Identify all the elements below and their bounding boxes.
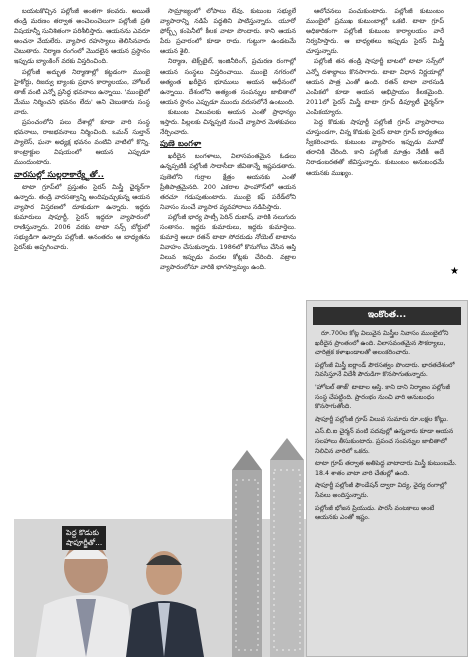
paragraph: ఆలోచనలు పంచుకుంటారు. పల్లోంజీ కుటుంబం ముంబైలో ప్రముఖ కుటుంబాల్లో ఒకటి. టాటా గ్రూప్ అధికారికంగా పల్లోంజీ కుటుంబ కార్యాలయం వారే నిర్వహిస్తారు. ఆ బాధ్యతలు ఇప్పుడు సైరస్ మిస్త్రీ చూస్తున్నారు. <box>306 7 444 56</box>
article-column-2 <box>160 6 296 456</box>
section-heading: వారసుల్లో సుల్లరాకార్య్టేతో.. <box>14 169 105 179</box>
section-heading: పుణె బంగళా <box>160 139 202 149</box>
paragraph: టాటా గ్రూప్‌లో ప్రస్తుతం సైరస్ మిస్త్రీ ఛైర్మన్‌గా ఉన్నారు. తండ్రి వారసత్వాన్ని అందిపుచ్చుకున్న ఆయన వ్యాపార విస్తరణలో దూకుడుగా ఉన్నారు. ఇద్దరు కుమారులు షాపూర్జీ, సైరస్ ఇద్దరూ వ్యాపారంలో రాణిస్తున్నారు. 2006 వరకు టాటా సన్స్ బోర్డులో సభ్యుడిగా ఉన్నారు పల్లోంజీ. అనంతరం ఆ బాధ్యతను సైరస్‌కు అప్పగించారు. <box>14 182 150 252</box>
photo-caption <box>62 526 106 550</box>
paragraph: సామ్రాజ్యంలో లోపాలు లేవు. కుటుంబ సభ్యులే వ్యాపారాన్ని నడిపే పద్ధతిని పాటిస్తున్నారు. యూరో ఫోర్బ్స్ కంపెనీలో కీలక వాటా పొందారు. కాని ఆయన పేరు ప్రచారంలో కూడా రాదు. గుట్టుగా ఉండటమే ఆయన శైలి. <box>160 7 296 56</box>
sidebar-item: పల్లోంజీ భోజన ప్రియుడు. పారసీ వంటకాలు అంటే ఆయనకు ఎంతో ఇష్టం. <box>315 504 435 522</box>
sidebar-item: షాపూర్జీ పల్లోంజీ గ్రూప్ విలువ సుమారు రూ.లక్షల కోట్లు. <box>315 415 449 423</box>
caption-line: పెద్ద కొడుకు <box>66 528 99 537</box>
paragraph: పెద్ద కొడుకు షాపూర్జీ పల్లోంజీ గ్రూప్ వ్యాపారాలు చూస్తుండగా, చిన్న కొడుకు సైరస్ టాటా గ్రూప్ బాధ్యతలు స్వీకరించారు. కుటుంబ వ్యాపారం ఇప్పుడు మూడో తరానికి చేరింది. కాని పల్లోంజీ మాత్రం నేటికీ అదే నిరాడంబరతతో జీవిస్తున్నారు. కుటుంబం అనుబంధమే ఆయనకు ముఖ్యం. <box>306 118 444 177</box>
paragraph: పల్లోంజీ తన తండ్రి షాపూర్జీ బాటలో టాటా సన్స్‌లో ఎన్నో దశాబ్దాలు కొనసాగారు. టాటా విధాన నిర్ణయాల్లో ఆయన పాత్ర ఎంతో ఉంది. రతన్ టాటా వారసుడి ఎంపికలో కూడా ఆయన అభిప్రాయం కీలకమైంది. 2011లో సైరస్ మిస్త్రీ టాటా గ్రూప్ డిప్యూటీ ఛైర్మన్‌గా ఎంపికయ్యారు. <box>306 57 444 116</box>
sidebar-item: 'హోటల్ తాజ్' టాటాల ఆస్తి. కాని దాని నిర్మాణం పల్లోంజీ సంస్థ చేపట్టింది. ప్రారంభం నుంచి వారి అనుబంధం కొనసాగుతోంది. <box>315 383 450 411</box>
info-sidebar-box <box>306 300 468 657</box>
paragraph: పల్లోంజీ భార్య పాట్సీ పెరిన్ దుబాష్. వారికి నలుగురు సంతానం. ఇద్దరు కుమారులు, ఇద్దరు కుమార్తెలు. కుమార్తె ఆలూ రతన్ టాటా సోదరుడు నోయెల్ టాటాను వివాహం చేసుకున్నారు. 1986లో కొనుగోలు చేసిన ఆస్తి విలువ ఇప్పుడు వందల కోట్లకు చేరింది. వజ్రాల వ్యాపారంలోనూ వారికి భాగస్వామ్యం ఉంది. <box>160 212 296 272</box>
end-star-icon: ★ <box>450 266 459 277</box>
paragraph: కుటుంబ విలువలకు ఆయన ఎంతో ప్రాధాన్యం ఇస్తారు. పిల్లలకు చిన్నప్పటి నుంచే వ్యాపార మెళకువలు నేర్పించారు. <box>160 107 296 137</box>
sidebar-item: రూ.700ల కోట్ల విలువైన మిస్త్రీల నివాసం ముంబైలోని ఖరీదైన ప్రాంతంలో ఉంది. విలాసవంతమైన సౌకర్యాలు, చారిత్రక కళాఖండాలతో అలంకరించారు. <box>315 330 449 357</box>
sidebar-item: టాటా గ్రూప్ తర్వాత అతిపెద్ద వాటాదారు మిస్త్రీ కుటుంబమే. 18.4 శాతం వాటా వారి చేతుల్లో ఉంది. <box>315 460 457 477</box>
paragraph: ఖరీదైన బంగళాలు, విలాసవంతమైన ఓడలు ఉన్నప్పటికీ పల్లోంజీ సాదాసీదా జీవితాన్నే ఇష్టపడతారు. పుణెలోని గుర్రాల క్షేత్రం ఆయనకు ఎంతో ప్రీతిపాత్రమైనది. 200 ఎకరాల ఫాంహౌస్‌లో ఆయన తరచూ గడుపుతుంటారు. ముంబై కఫ్ పరేడ్‌లోని నివాసం నుంచే వ్యాపార వ్యవహారాలు నడిపిస్తారు. <box>160 152 296 211</box>
paragraph: బయటకొచ్చిన పల్లోంజీ అంతగా కలవరు. అయితే తండ్రి మరణం తర్వాత అంచెలంచెలుగా పల్లోంజీ ప్రతి విషయాన్నీ సునిశితంగా పరిశీలిస్తారు. ఆయనను ఎవరూ అంచనా వేయలేరు. వ్యాపార రహస్యాలు తెలిసినవారు చెబుతారు. నిర్మాణ రంగంలో మొదలైన ఆయన ప్రస్థానం ఇప్పుడు బ్యాంకింగ్ వరకు విస్తరించింది. <box>14 7 150 66</box>
caption-line: షాపూర్జీతో... <box>66 538 103 547</box>
paragraph: నిర్మాణ, టెక్స్‌టైల్, ఇంజినీరింగ్, ప్రచురణ రంగాల్లో ఆయన సంస్థలు విస్తరించాయి. ముంబై నగరంలో అత్యంత ఖరీదైన భూములు ఆయన అధీనంలో ఉన్నాయి. దేశంలోని అత్యంత సంపన్నుల జాబితాలో ఆయన స్థానం ఎప్పుడూ ముందు వరుసలోనే ఉంటుంది. <box>160 57 296 106</box>
sidebar-item: ఎస్.బి.ఐ చైర్మన్ వంటి పదవుల్లో ఉన్నవారు కూడా ఆయన సలహాలు తీసుకుంటారు. ప్రపంచ సంపన్నుల జాబితాలో నిలిచిన వారిలో ఒకరు. <box>315 428 454 455</box>
article-column-3 <box>306 6 444 294</box>
paragraph: పల్లోంజీ అద్భుత నిర్మాణాల్లో కట్టడంగా ముంబై హైకోర్టు, రిజర్వు బ్యాంకు ప్రధాన కార్యాలయం, హోటల్ తాజ్ వంటి ఎన్నో ప్రసిద్ధ భవనాలు ఉన్నాయి. 'ముంబైలో మేము నిర్మించని భవనం లేదు' అని చెబుతారు సంస్థ వారు. <box>14 67 150 116</box>
paragraph: ప్రపంచంలోని పలు దేశాల్లో కూడా వారి సంస్థ భవనాలు, రాజభవనాలు నిర్మించింది. ఒమన్ సుల్తాన్ ప్యాలెస్, ఘనా అధ్యక్ష భవనం వంటివి వాటిలో కొన్ని. కాంట్రాక్టుల విషయంలో ఆయన ఎప్పుడూ ముందుంటారు. <box>14 118 150 167</box>
sidebar-item: పల్లోంజీ మిస్త్రీ ఐర్లాండ్ పౌరసత్వం పొందారు. భారతదేశంలో నివసిస్తూనే విదేశీ పౌరుడిగా కొనసాగుతున్నారు. <box>315 361 455 379</box>
sidebar-item: షాపూర్జీ పల్లోంజీ ఫౌండేషన్ ద్వారా విద్య, వైద్య రంగాల్లో సేవలు అందిస్తున్నారు. <box>315 482 447 499</box>
sidebar-title: ఇంకొంత... <box>313 307 461 325</box>
article-column-1 <box>14 6 150 514</box>
